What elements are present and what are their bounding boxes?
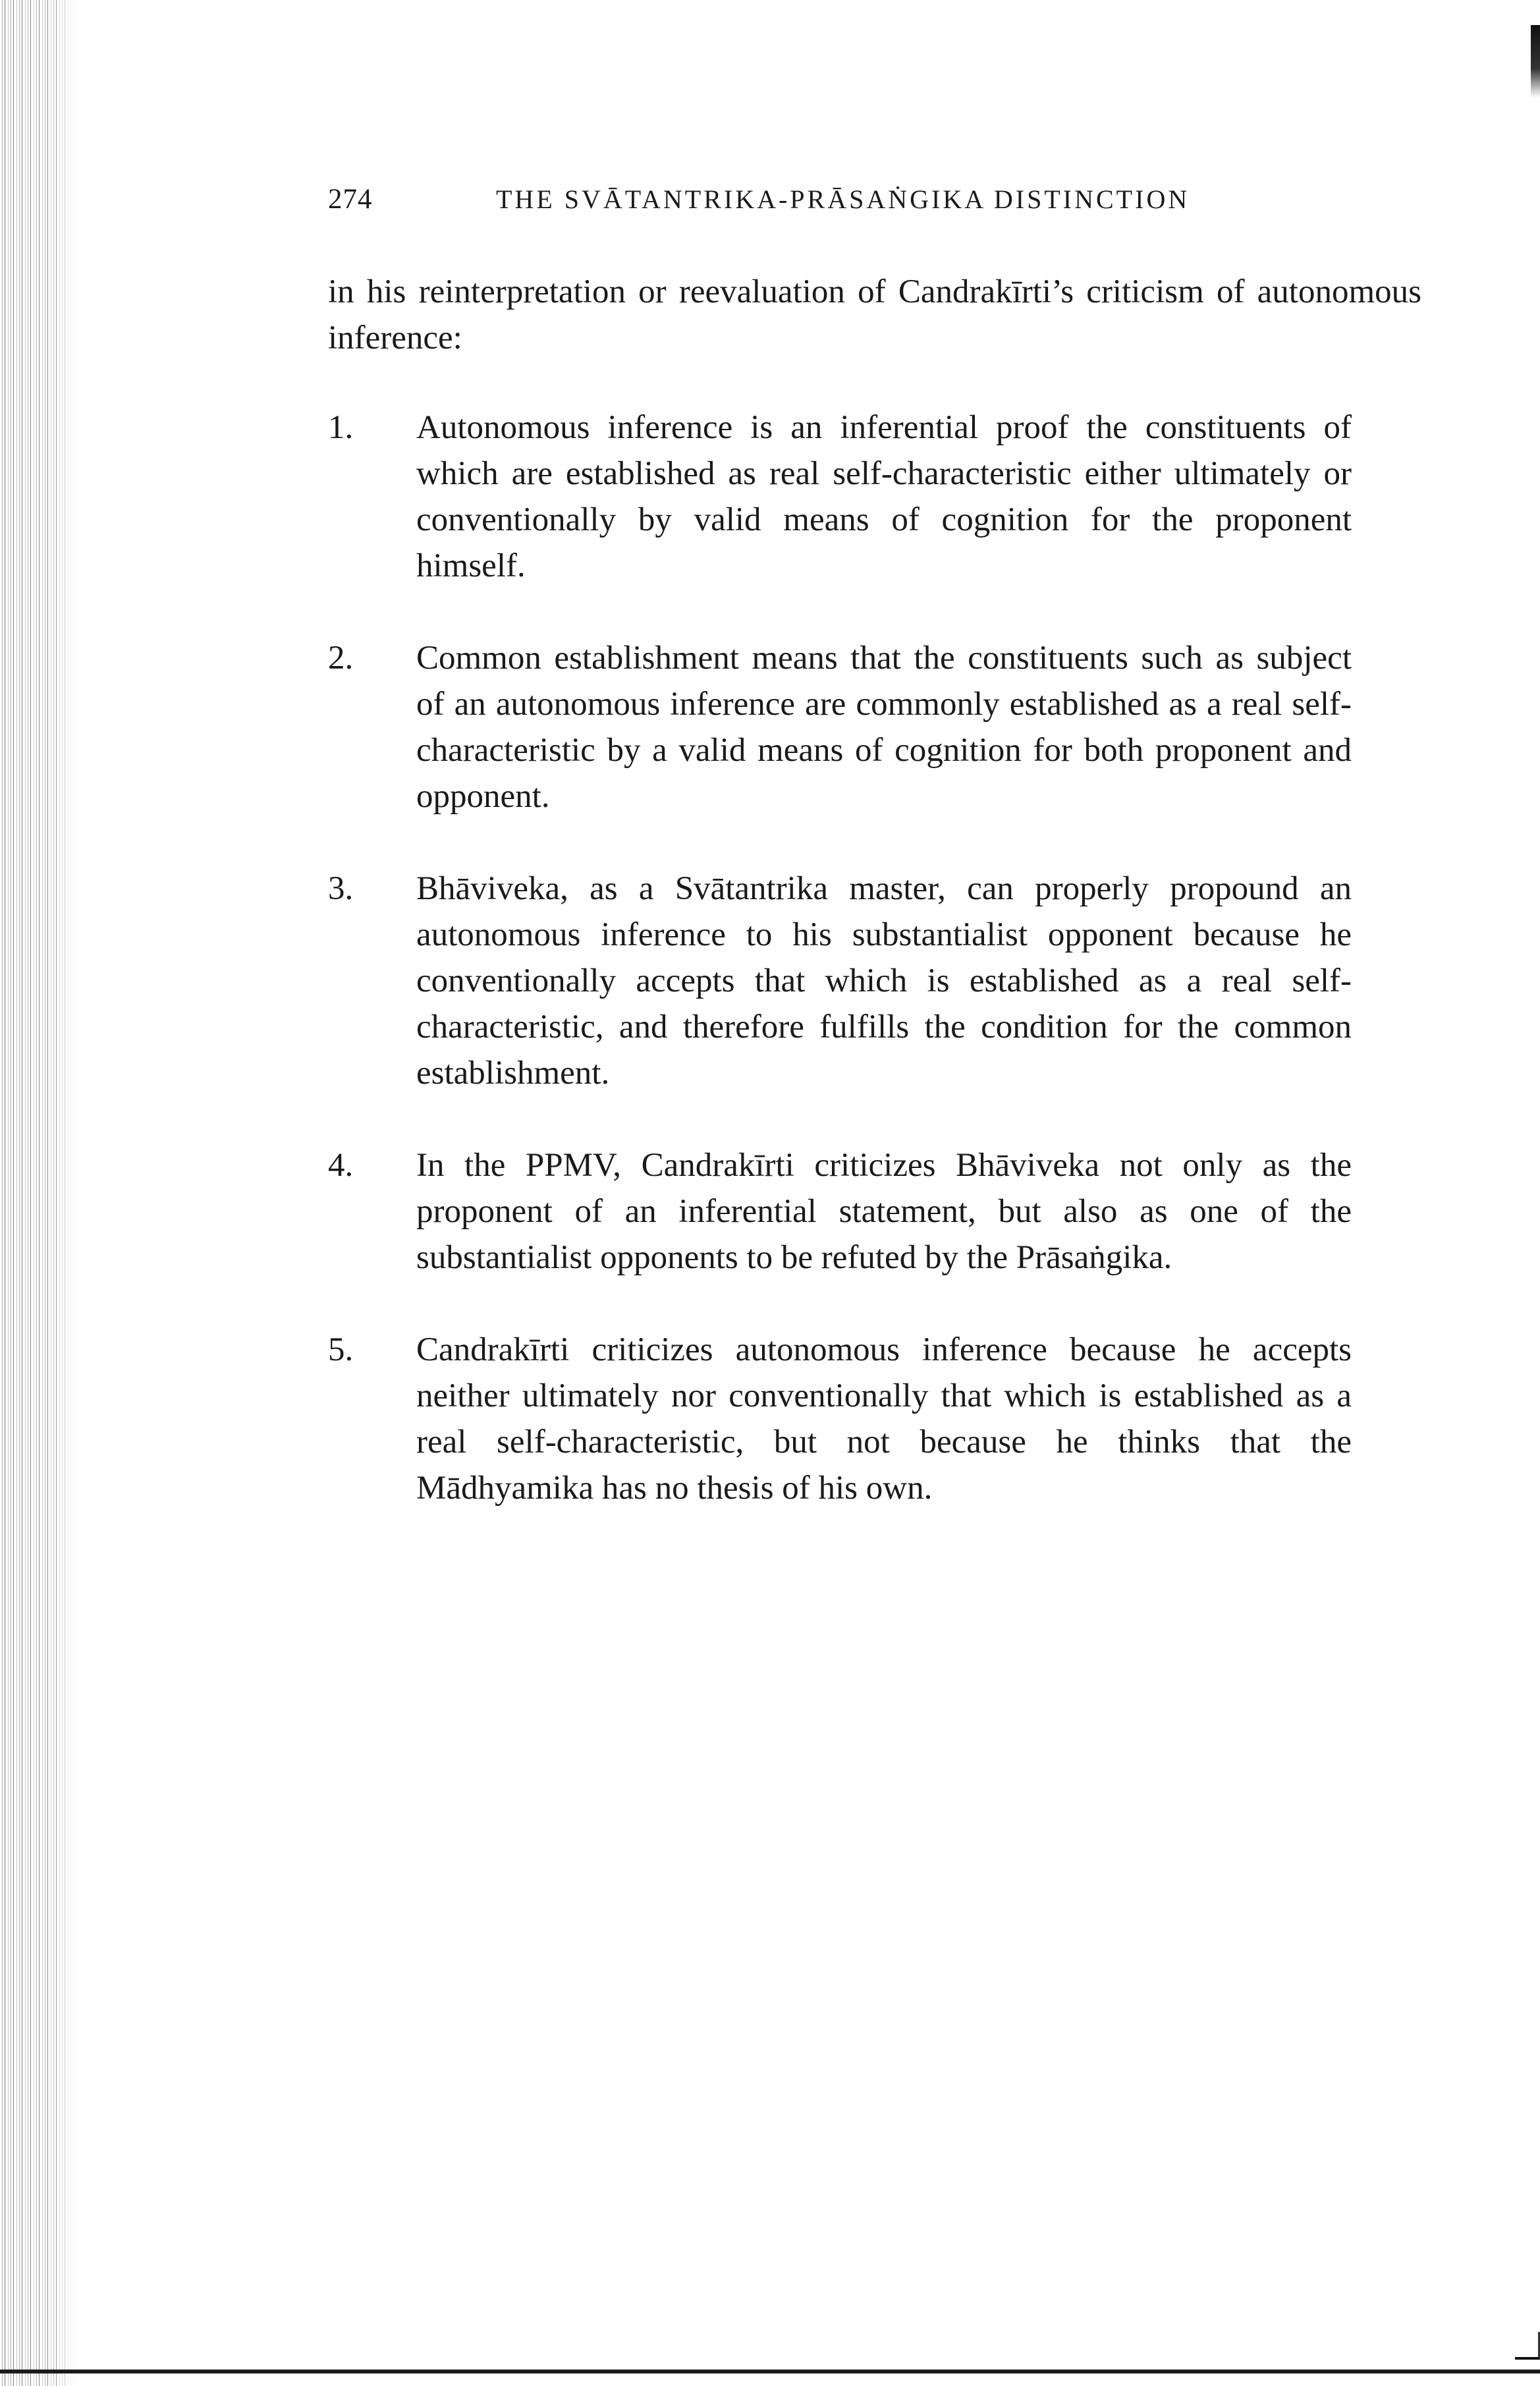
corner-mark-top	[1531, 25, 1540, 97]
running-title: THE SVĀTANTRIKA-PRĀSAṄGIKA DISTINCTION	[496, 184, 1190, 214]
item-text: Common establishment means that the constituents such as subject of an autonomous inference are commonly established as a real self-characteristic by a valid means of cognition for both proponent and opponent.	[416, 640, 1352, 815]
corner-mark-bottom	[1515, 2332, 1540, 2360]
item-text: In the PPMV, Candrakīrti criticizes Bhāviveka not only as the proponent of an inferential statement, but also as one of the substantialist opponents to be refuted by the Prāsaṅgika.	[416, 1147, 1352, 1276]
running-head	[328, 177, 1316, 223]
list-item	[328, 635, 1421, 819]
list-item	[328, 1142, 1421, 1281]
intro-paragraph: in his reinterpretation or reevaluation of Candrakīrti’s criticism of autonomous inference:	[328, 273, 1421, 356]
item-text: Bhāviveka, as a Svātantrika master, can properly propound an autonomous inference to his substantialist opponent because he conventionally accepts that which is established as a real self-characteristic, and therefore fulfills the condition for the common establishment.	[416, 870, 1352, 1092]
list-item	[328, 1327, 1421, 1511]
item-number: 1.	[328, 409, 354, 446]
page-number: 274	[328, 184, 373, 215]
item-number: 2.	[328, 640, 354, 677]
list-item	[328, 866, 1421, 1096]
bottom-rule	[0, 2370, 1540, 2373]
item-text: Candrakīrti criticizes autonomous inference because he accepts neither ultimately nor conventionally that which is established as a real self-characteristic, but not because he thinks that the Mādhyamika has no thesis of his own.	[416, 1331, 1352, 1507]
item-number: 4.	[328, 1147, 354, 1184]
numbered-list	[328, 404, 1421, 1511]
item-number: 5.	[328, 1331, 354, 1368]
item-text: Autonomous inference is an inferential proof the constituents of which are established as real self-characteristic either ultimately or conventionally by valid means of cognition for the proponent himself.	[416, 409, 1352, 584]
binding-edge-fade	[0, 0, 76, 2386]
item-number: 3.	[328, 870, 354, 907]
text-block	[328, 269, 1421, 1557]
list-item	[328, 404, 1421, 589]
